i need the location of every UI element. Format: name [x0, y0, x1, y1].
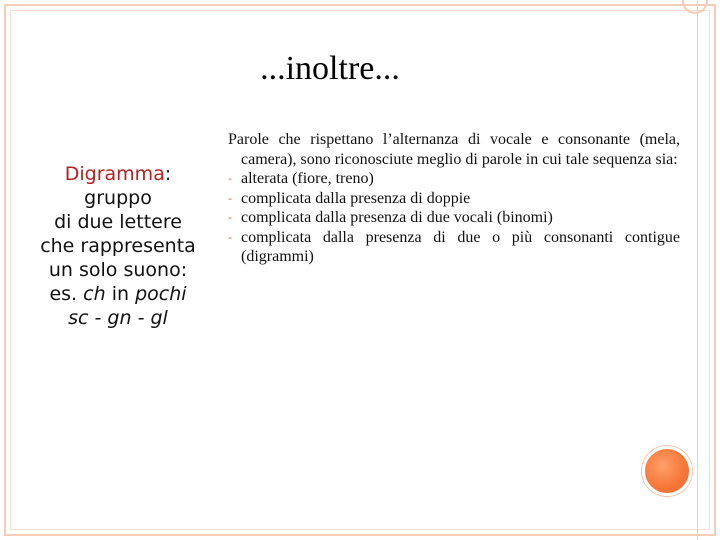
list-item: [228, 189, 680, 209]
body-text: [228, 130, 680, 267]
example-prefix: es.: [49, 283, 78, 305]
definition-block: [30, 162, 206, 330]
slide-title: ...inoltre...: [260, 50, 400, 87]
example-in: in: [111, 283, 130, 305]
decorative-vertical-line: [697, 0, 698, 540]
list-item-text: complicata dalla presenza di due vocali (binomi): [241, 209, 553, 226]
list-item-text: complicata dalla presenza di doppie: [241, 189, 471, 207]
list-item: [228, 169, 680, 189]
list-item: [228, 228, 680, 267]
body-intro: Parole che rispettano l’alternanza di vocale e consonante (mela, camera), sono riconosciute meglio di parole in cui tale sequenza sia:: [228, 131, 680, 168]
definition-line-1: gruppo: [84, 187, 152, 209]
bullet-dash: -: [228, 229, 232, 244]
bullet-dash: -: [228, 210, 232, 224]
list-item: [228, 208, 680, 228]
definition-example: [30, 282, 206, 306]
definition-term: Digramma: [64, 163, 165, 185]
definition-colon: :: [164, 163, 172, 185]
definition-line-3: che rappresenta: [40, 235, 196, 257]
body-list: [228, 169, 680, 267]
example-digraph: ch: [83, 283, 106, 305]
example-digraph-list: sc - gn - gl: [68, 307, 168, 329]
bullet-dash: -: [228, 190, 232, 205]
decorative-orange-circle: [642, 446, 692, 496]
definition-term-line: [30, 162, 206, 186]
definition-line-4: un solo suono:: [48, 259, 188, 281]
list-item-text: complicata dalla presenza di due o più consonanti contigue (digrammi): [241, 228, 680, 265]
list-item-text: alterata (fiore, treno): [241, 170, 374, 187]
example-word: pochi: [135, 283, 187, 305]
definition-line-2: di due lettere: [54, 211, 182, 233]
bullet-dash: -: [228, 171, 232, 185]
